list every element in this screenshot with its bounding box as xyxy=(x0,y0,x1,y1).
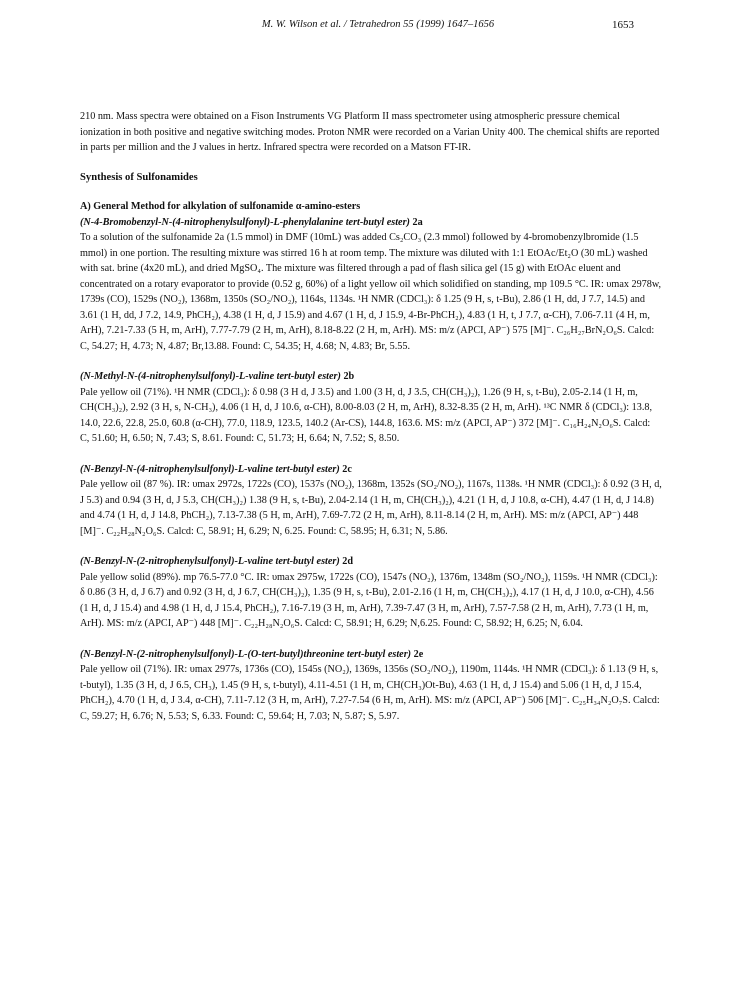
compound-number: 2c xyxy=(342,463,352,475)
section-heading: Synthesis of Sulfonamides xyxy=(80,171,198,183)
compound-heading xyxy=(80,215,662,231)
compound-number: 2d xyxy=(342,556,354,567)
compound-heading xyxy=(80,647,662,663)
compound-name: (N-Benzyl-N-(2-nitrophenylsulfonyl)-L-valine tert-butyl ester) xyxy=(80,556,340,567)
compound-heading xyxy=(80,554,662,570)
compound-name: (N-Methyl-N-(4-nitrophenylsulfonyl)-L-valine tert-butyl ester) xyxy=(80,371,341,382)
compound-name: (N-Benzyl-N-(4-nitrophenylsulfonyl)-L-valine tert-butyl ester) xyxy=(80,463,340,475)
compound-description: Pale yellow oil (71%). ¹H NMR (CDCl₃): δ 0.98 (3 H d, J 3.5) and 1.00 (3 H, d, J 3.5, CH(CH₃)₂), 1.26 (9 H, s, t-Bu), 2.05-2.14 (1 H, m, CH(CH₃)₂), 2.92 (3 H, s, N-CH₃), 4.06 (1 H, d, J 10.6, α-CH), 8.00-8.03 (2 H, m, ArH), 8.32-8.35 (2 H, m, ArH). ¹³C NMR δ (CDCl₃): 13.8, 14.0, 22.6, 22.8, 25.0, 60.8 (α-CH), 77.0, 118.9, 123.5, 140.2 (Ar-CS), 144.8, 163.6. MS: m/z (APCI, AP⁻) 372 [M]⁻. C₁₆H₂₄N₂O₆S. Calcd: C, 51.60; H, 6.50; N, 7.43; S, 8.61. Found: C, 51.73; H, 6.64; N, 7.52; S, 8.50. xyxy=(80,386,653,444)
compound-description: Pale yellow oil (71%). IR: υmax 2977s, 1736s (CO), 1545s (NO₂), 1369s, 1356s (SO₂/NO₂), 1190m, 1144s. ¹H NMR (CDCl₃): δ 1.13 (9 H, s, t-butyl), 1.35 (3 H, d, J 6.5, CH₃), 1.45 (9 H, s, t-butyl), 4.11-4.51 (1 H, m, CH(CH₃)Ot-Bu), 4.63 (1 H, d, J 15.4) and 5.06 (1 H, d, J 15.4, PhCH₂), 4.70 (1 H, d, J 3.4, α-CH), 7.11-7.12 (3 H, m, ArH), 7.27-7.54 (6 H, m, ArH). MS: m/z (APCI, AP⁻) 506 [M]⁻. C₂₅H₃₄N₂O₇S. Calcd: C, 59.27; H, 6.76; N, 5.53; S, 6.33. Found: C, 59.64; H, 7.03; N, 5.87; S, 5.97. xyxy=(80,664,660,722)
compound-description: To a solution of the sulfonamide 2a (1.5 mmol) in DMF (10mL) was added Cs₂CO₃ (2.3 mmol) followed by 4-bromobenzylbromide (1.5 mmol) in one portion. The resulting mixture was stirred 16 h at room temp. The mixture was diluted with 1:1 EtOAc/Et₂O (30 mL) washed with sat. brine (4x20 mL), and dried MgSO₄. The mixture was filtered through a pad of flash silica gel (15 g) with EtOAc eluent and concentrated on a rotary evaporator to provide (0.52 g, 60%) of a light yellow oil which solidified on standing, mp 109.5 °C. IR: υmax 2978w, 1739s (CO), 1529s (NO₂), 1368m, 1350s (SO₂/NO₂), 1164s, 1134s. ¹H NMR (CDCl₃): δ 1.25 (9 H, s, t-Bu), 2.86 (1 H, dd, J 7.7, 14.5) and 3.61 (1 H, dd, J 7.2, 14.9, PhCH₂), 4.38 (1 H, d, J 15.9) and 4.67 (1 H, d, J 15.9, 4-Br-PhCH₂), 4.83 (1 H, t, J 7.7, α-CH), 7.06-7.11 (4 H, m, ArH), 7.21-7.33 (5 H, m, ArH), 7.77-7.79 (2 H, m, ArH), 8.18-8.22 (2 H, m, ArH). MS: m/z (APCI, AP⁻) 575 [M]⁻. C₂₆H₂₇BrN₂O₆S. Calcd: C, 54.27; H, 4.73; N, 4.87; Br,13.88. Found: C, 54.35; H, 4.68; N, 4.83; Br, 5.55. xyxy=(80,232,662,352)
compound-number: 2e xyxy=(413,648,424,660)
compound-entry-2e xyxy=(80,647,662,725)
compound-description: Pale yellow solid (89%). mp 76.5-77.0 °C. IR: υmax 2975w, 1722s (CO), 1547s (NO₂), 1376m, 1348m (SO₂/NO₂), 1159s. ¹H NMR (CDCl₃): δ 0.86 (3 H, d, J 6.7) and 0.92 (3 H, d, J 6.7, CH(CH₃)₂), 1.35 (9 H, s, t-Bu), 2.01-2.16 (1 H, m, CH(CH₃)₂), 4.17 (1 H, d, J 10.0, α-CH), 4.56 (1 H, d, J 15.4) and 4.98 (1 H, d, J 15.4, PhCH₂), 7.16-7.19 (3 H, m, ArH), 7.39-7.47 (3 H, m, ArH), 7.57-7.58 (2 H, m, ArH), 7.73 (1 H, m, ArH). MS: m/z (APCI, AP⁻) 448 [M]⁻. C₂₂H₂₈N₂O₆S. Calcd: C, 58.91; H, 6.29; N,6.25. Found: C, 58.92; H, 6.25; N, 6.04. xyxy=(80,571,658,629)
compound-entry-2c xyxy=(80,462,662,540)
article-body xyxy=(80,109,662,739)
compound-name: (N-Benzyl-N-(2-nitrophenylsulfonyl)-L-(O-tert-butyl)threonine tert-butyl ester) xyxy=(80,648,412,660)
method-heading: A) General Method for alkylation of sulfonamide α-amino-esters xyxy=(80,201,361,212)
compound-heading xyxy=(80,369,662,385)
compound-number: 2b xyxy=(343,371,355,382)
intro-paragraph: 210 nm. Mass spectra were obtained on a Fison Instruments VG Platform II mass spectrometer using atmospheric pressure chemical ionization in both positive and negative switching modes. Proton NMR were recorded on a Varian Unity 400. The chemical shifts are reported in parts per million and the J values in hertz. Infrared spectra were recorded on a Matson FT-IR. xyxy=(80,111,660,153)
compound-name: (N-4-Bromobenzyl-N-(4-nitrophenylsulfonyl)-L-phenylalanine tert-butyl ester) xyxy=(80,216,410,228)
compound-heading xyxy=(80,462,662,478)
compound-entry-2b xyxy=(80,369,662,447)
compound-description: Pale yellow oil (87 %). IR: υmax 2972s, 1722s (CO), 1537s (NO₂), 1368m, 1352s (SO₂/NO₂), 1167s, 1138s. ¹H NMR (CDCl₃): δ 0.92 (3 H, d, J 5.3) and 0.94 (3 H, d, J 5.3, CH(CH₃)₂) 1.38 (9 H, s, t-Bu), 2.04-2.14 (1 H, m, CH(CH₃)₂), 4.21 (1 H, d, J 10.8, α-CH), 4.47 (1 H, d, J 14.8) and 4.74 (1 H, d, J 14.8, PhCH₂), 7.13-7.38 (5 H, m, ArH), 7.69-7.72 (2 H, m, ArH), 8.11-8.14 (2 H, m, ArH). MS: m/z (APCI, AP⁻) 448 [M]⁻. C₂₂H₂₈N₂O₆S. Calcd: C, 58.91; H, 6.29; N, 6.25. Found: C, 58.95; H, 6.31; N, 5.86. xyxy=(80,479,662,537)
compound-number: 2a xyxy=(412,216,423,228)
running-header: M. W. Wilson et al. / Tetrahedron 55 (1999) 1647–1656 xyxy=(261,19,495,30)
page-number: 1653 xyxy=(612,19,634,31)
compound-entry-2d xyxy=(80,554,662,632)
compound-entry-2a xyxy=(80,215,662,355)
